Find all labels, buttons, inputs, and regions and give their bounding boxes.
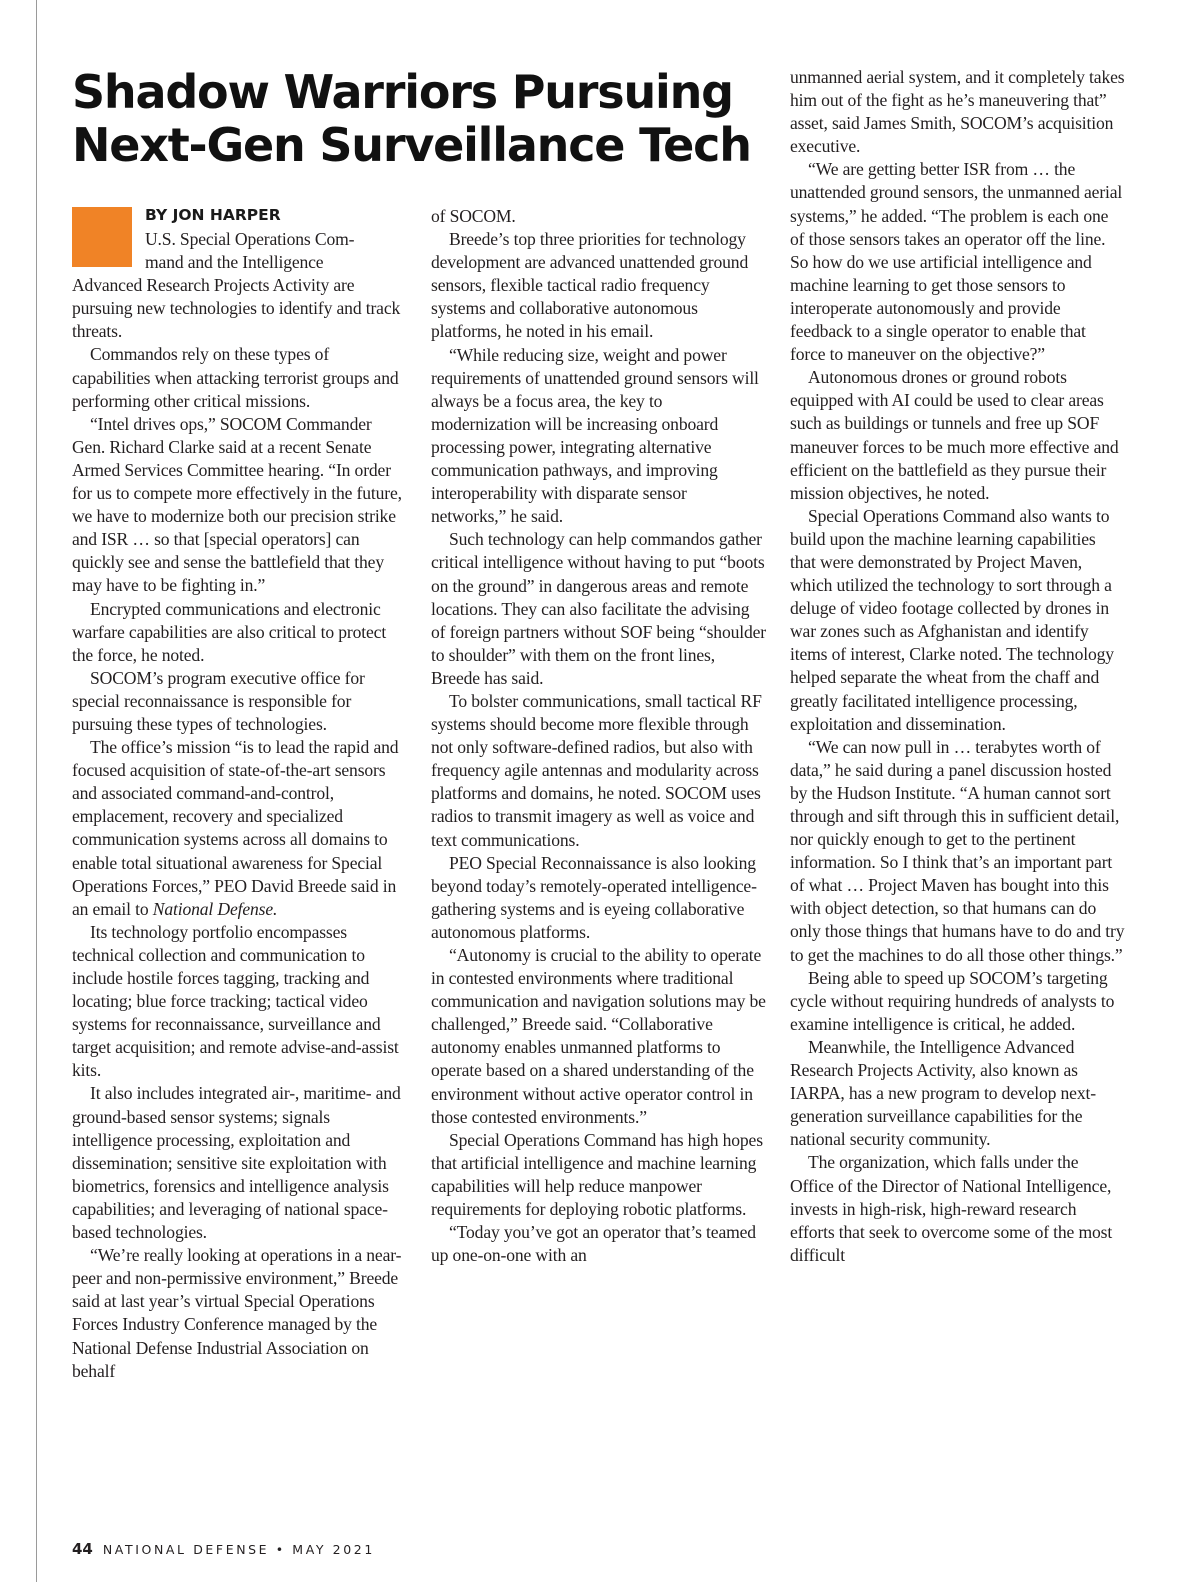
article-column-1 bbox=[72, 228, 407, 1383]
lead-line-1: U.S. Special Operations Com- bbox=[145, 229, 355, 249]
body-paragraph: “Today you’ve got an operator that’s teamed up one-on-one with an bbox=[431, 1222, 756, 1266]
byline: BY JON HARPER bbox=[145, 206, 281, 224]
body-paragraph: The organization, which falls under the Office of the Director of National Intelligence, invests in high-risk, high-reward research efforts that seek to overcome some of the most difficult bbox=[790, 1152, 1113, 1265]
lead-line-2: mand and the Intelligence bbox=[145, 252, 324, 273]
body-paragraph: “We are getting better ISR from … the unattended ground sensors, the unmanned aerial systems,” he added. “The problem is each one of those sensors takes an operator off the line. So how do we use artificial intelligence and machine learning to get those sensors to interoperate autonomously and provide feedback to a single operator to enable that force to maneuver on the objective?” bbox=[790, 159, 1123, 365]
article-column-2 bbox=[431, 205, 766, 1267]
continued-text: of SOCOM. bbox=[431, 206, 516, 226]
lead-paragraph bbox=[72, 228, 407, 343]
continued-text: unmanned aerial system, and it completely takes him out of the fight as he’s maneuvering that” asset, said James Smith, SOCOM’s acquisition executive. bbox=[790, 67, 1125, 157]
body-paragraph: Such technology can help commandos gather critical intelligence without having to put “boots on the ground” in dangerous areas and remote locations. They can also facilitate the advising of foreign partners without SOF being “shoulder to shoulder” with them on the front lines, Breede has said. bbox=[431, 529, 766, 688]
body-paragraph: Commandos rely on these types of capabilities when attacking terrorist groups and performing other critical missions. bbox=[72, 344, 399, 411]
body-paragraph: “While reducing size, weight and power requirements of unattended ground sensors will always be a focus area, the key to modernization will be increasing onboard processing power, integrating alternative communication pathways, and improving interoperability with disparate sensor networks,” he said. bbox=[431, 344, 759, 527]
body-paragraph: “Autonomy is crucial to the ability to operate in contested environments where traditional communication and navigation solutions may be challenged,” Breede said. “Collaborative autonomy enables unmanned platforms to operate based on a shared understanding of the environment without active operator control in those contested environments.” bbox=[431, 945, 766, 1127]
page-footer bbox=[72, 1540, 375, 1558]
body-paragraph: “Intel drives ops,” SOCOM Commander Gen. Richard Clarke said at a recent Senate Armed Services Committee hearing. “In order for us to compete more effectively in the future, we have to modernize both our precision strike and ISR … so that [special operators] can quickly see and sense the battlefield that they may have to be fighting in.” bbox=[72, 413, 402, 596]
margin-rule bbox=[36, 0, 37, 1582]
body-paragraph: Special Operations Command also wants to build upon the machine learning capabilities that were demonstrated by Project Maven, which utilized the technology to sort through a deluge of video footage collected by drones in war zones such as Afghanistan and identify items of interest, Clarke noted. The technology helped separate the wheat from the chaff and greatly facilitated intelligence processing, exploitation and dissemination. bbox=[790, 505, 1114, 734]
body-paragraph: Autonomous drones or ground robots equipped with AI could be used to clear areas such as buildings or tunnels and free up SOF maneuver forces to be much more effective and efficient on the battlefield as they pursue their mission objectives, he noted. bbox=[790, 367, 1119, 503]
body-paragraph: Special Operations Command has high hopes that artificial intelligence and machine learning capabilities will help reduce manpower requirements for deploying robotic platforms. bbox=[431, 1129, 763, 1220]
body-paragraph: SOCOM’s program executive office for special reconnaissance is responsible for pursuing these types of technologies. bbox=[72, 667, 365, 734]
page-number: 44 bbox=[72, 1540, 93, 1558]
body-paragraph: “We can now pull in … terabytes worth of data,” he said during a panel discussion hosted by the Hudson Institute. “A human cannot sort through and sift through this in sufficient detail, nor quickly enough to get to the pertinent information. So I think that’s an important part of what … Project Maven has bought into this with object detection, so that humans can do only those things that humans have to do and try to get the machines to do all those other things.” bbox=[790, 736, 1125, 965]
publication-name-italic: National Defense. bbox=[152, 898, 278, 919]
mission-text: The office’s mission “is to lead the rapid and focused acquisition of state-of-the-art sensors and associated command-and-control, emplacement, recovery and specialized communication systems across all domains to enable total situational awareness for Special Operations Forces,” PEO David Breede said in an email to bbox=[72, 737, 399, 919]
body-paragraph: It also includes integrated air-, maritime- and ground-based sensor systems; signals intelligence processing, exploitation and dissemination; sensitive site exploitation with biometrics, forensics and intelligence analysis capabilities; and leveraging of national space-based technologies. bbox=[72, 1083, 401, 1243]
body-paragraph: Its technology portfolio encompasses technical collection and communication to include hostile forces tagging, tracking and locating; blue force tracking; tactical video systems for reconnaissance, surveillance and target acquisition; and remote advise-and-assist kits. bbox=[72, 921, 399, 1081]
body-paragraph: PEO Special Reconnaissance is also looking beyond today’s remotely-operated intelligence-gathering systems and is eyeing collaborative autonomous platforms. bbox=[431, 852, 757, 942]
article-column-3 bbox=[790, 66, 1125, 1267]
body-paragraph: Being able to speed up SOCOM’s targeting cycle without requiring hundreds of analysts to examine intelligence is critical, he added. bbox=[790, 967, 1115, 1034]
body-paragraph: Encrypted communications and electronic warfare capabilities are also critical to protect the force, he noted. bbox=[72, 598, 387, 665]
lead-rest: Advanced Research Projects Activity are pursuing new technologies to identify and track threats. bbox=[72, 275, 401, 342]
headline-line-2: Next-Gen Surveillance Tech bbox=[72, 118, 751, 172]
headline-line-1: Shadow Warriors Pursuing bbox=[72, 65, 733, 119]
body-paragraph: “We’re really looking at operations in a near-peer and non-permissive environment,” Breede said at last year’s virtual Special Operations Forces Industry Conference managed by the National Defense Industrial Association on behalf bbox=[72, 1245, 402, 1381]
body-paragraph: Meanwhile, the Intelligence Advanced Research Projects Activity, also known as IARPA, has a new program to develop next-generation surveillance capabilities for the national security community. bbox=[790, 1036, 1096, 1150]
body-paragraph: To bolster communications, small tactical RF systems should become more flexible through not only software-defined radios, but also with frequency agile antennas and modularity across platforms and domains, he noted. SOCOM uses radios to transmit imagery as well as voice and text communications. bbox=[431, 690, 762, 850]
body-paragraph bbox=[72, 736, 407, 921]
article-headline bbox=[72, 66, 752, 172]
publication-issue: NATIONAL DEFENSE • MAY 2021 bbox=[102, 1542, 375, 1557]
body-paragraph: Breede’s top three priorities for technology development are advanced unattended ground sensors, flexible tactical radio frequency systems and collaborative autonomous platforms, he noted in his email. bbox=[431, 229, 749, 342]
